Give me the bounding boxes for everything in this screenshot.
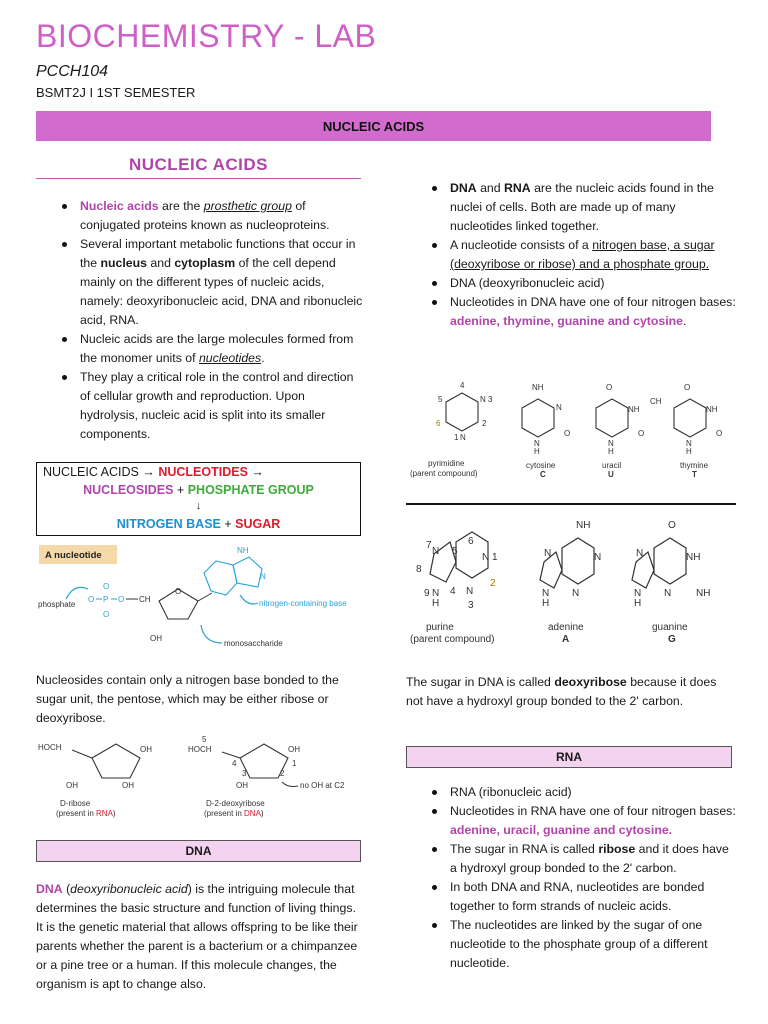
svg-text:1: 1 (454, 433, 459, 442)
svg-text:uracil: uracil (602, 461, 622, 470)
list-item: Nucleotides in RNA have one of four nitrogen bases: adenine, uracil, guanine and cytosine. (406, 802, 736, 840)
svg-text:N: N (432, 588, 440, 599)
list-item: RNA (ribonucleic acid) (406, 783, 736, 802)
uracil-ring (596, 399, 628, 437)
svg-text:4: 4 (232, 759, 237, 768)
list-item: A nucleotide consists of a nitrogen base, a sugar (deoxyribose or ribose) and a phosphate group. (406, 236, 736, 274)
list-item: DNA (deoxyribonucleic acid) (406, 274, 736, 293)
list-item: They play a critical role in the control and direction of cellular growth and reproduction. Upon hydrolysis, nucleic acid is split into its smaller components. (36, 368, 366, 444)
sugar-pointer (201, 625, 222, 643)
phosphate-label: phosphate (38, 600, 76, 609)
svg-text:N: N (544, 548, 552, 559)
svg-text:C: C (540, 470, 546, 479)
list-item: DNA and RNA are the nucleic acids found in the nuclei of cells. Both are made up of many nucleotides linked together. (406, 179, 736, 236)
svg-text:H: H (608, 447, 614, 456)
phosphate-pointer (66, 587, 88, 599)
svg-text:O: O (716, 429, 723, 438)
svg-text:N: N (534, 439, 540, 448)
deoxyribose-name: D-2-deoxyribose (206, 799, 265, 808)
svg-text:NH: NH (686, 552, 701, 563)
svg-text:N: N (432, 546, 440, 557)
base-ring (204, 561, 237, 595)
svg-text:5: 5 (202, 736, 207, 744)
svg-text:2: 2 (280, 769, 285, 778)
svg-text:N: N (594, 552, 602, 563)
svg-text:N: N (460, 433, 466, 442)
svg-text:OH: OH (140, 745, 152, 754)
svg-text:purine: purine (426, 622, 454, 633)
sugar-paragraph: The sugar in DNA is called deoxyribose because it does not have a hydroxyl group bonded to the 2' carbon. (406, 675, 717, 708)
svg-text:O: O (118, 595, 125, 604)
svg-text:5: 5 (452, 546, 458, 557)
hierarchy-box: NUCLEIC ACIDS → NUCLEOTIDES → NUCLEOSIDES + PHOSPHATE GROUP ↓ NITROGEN BASE + SUGAR (36, 462, 361, 536)
ribose-diagram (36, 736, 366, 822)
nucleotide-tag: A nucleotide (45, 550, 102, 561)
ribose-present: (present in RNA) (56, 809, 116, 818)
svg-text:N: N (482, 552, 490, 563)
svg-text:(parent compound): (parent compound) (410, 469, 478, 478)
base-label: nitrogen-containing base (259, 599, 347, 608)
dna-subheading: DNA (36, 840, 361, 862)
svg-text:O: O (88, 595, 95, 604)
pyrimidine-ring (446, 393, 478, 431)
svg-text:N: N (608, 439, 614, 448)
list-item: Nucleic acids are the large molecules formed from the monomer units of nucleotides. (36, 330, 366, 368)
nucleoside-paragraph: Nucleosides contain only a nitrogen base bonded to the sugar unit, the pentose, which may be either ribose or deoxyribose. (36, 673, 339, 725)
phosphate-group (88, 582, 124, 619)
left-heading: NUCLEIC ACIDS (128, 155, 269, 174)
svg-text:3: 3 (468, 600, 474, 611)
ribose-ring (92, 744, 140, 778)
left-bullets (36, 197, 366, 444)
ribose-name: D-ribose (60, 799, 91, 808)
svg-text:NH: NH (532, 383, 544, 392)
svg-text:9: 9 (424, 588, 430, 599)
svg-text:OH: OH (288, 745, 300, 754)
right-bullets (406, 179, 736, 331)
svg-text:H: H (686, 447, 692, 456)
svg-text:H: H (432, 598, 440, 609)
rna-subheading: RNA (406, 746, 732, 768)
list-item: Nucleotides in DNA have one of four nitrogen bases: adenine, thymine, guanine and cytosine. (406, 293, 736, 331)
svg-text:2: 2 (490, 578, 496, 589)
no-oh-note: no OH at C2 (300, 781, 345, 790)
svg-text:H: H (542, 598, 550, 609)
svg-text:1: 1 (292, 759, 297, 768)
divider (406, 503, 736, 505)
svg-text:1: 1 (492, 552, 498, 563)
svg-text:NH: NH (696, 588, 711, 599)
svg-text:HOCH: HOCH (38, 743, 62, 752)
svg-text:HOCH: HOCH (188, 745, 212, 754)
thymine-ring (674, 399, 706, 437)
list-item: The sugar in RNA is called ribose and it does have a hydroxyl group bonded to the 2' carbon. (406, 840, 736, 878)
svg-text:A: A (562, 634, 570, 645)
svg-text:N: N (260, 572, 266, 581)
list-item: Several important metabolic functions that occur in the nucleus and cytoplasm of the cell depend mainly on the different types of nucleic acids, namely: deoxyribonucleic acid, DNA and ribonucleic acid, RNA. (36, 235, 366, 330)
deoxyribose-present: (present in DNA) (204, 809, 264, 818)
svg-text:O: O (606, 383, 613, 392)
svg-text:7: 7 (426, 540, 432, 551)
pyrimidine-diagram (406, 378, 736, 482)
svg-text:T: T (692, 470, 697, 479)
svg-text:NH: NH (628, 405, 640, 414)
svg-text:3: 3 (242, 769, 247, 778)
svg-text:5: 5 (438, 395, 443, 404)
svg-text:N: N (636, 548, 644, 559)
svg-text:N: N (664, 588, 672, 599)
topic-banner (36, 111, 711, 141)
svg-text:8: 8 (416, 564, 422, 575)
svg-text:thymine: thymine (680, 461, 709, 470)
svg-text:(parent compound): (parent compound) (410, 634, 495, 645)
svg-text:NH: NH (237, 546, 249, 555)
svg-text:O: O (103, 582, 110, 591)
svg-text:2: 2 (482, 419, 487, 428)
adenine-ring (562, 538, 594, 584)
svg-text:3: 3 (488, 395, 493, 404)
svg-text:OH: OH (150, 634, 162, 643)
svg-text:O: O (175, 587, 182, 596)
svg-text:NH: NH (706, 405, 718, 414)
svg-text:N: N (542, 588, 550, 599)
svg-text:H: H (534, 447, 540, 456)
banner-label: NUCLEIC ACIDS (322, 118, 425, 134)
svg-text:4: 4 (450, 586, 456, 597)
svg-text:N: N (572, 588, 580, 599)
svg-text:N: N (466, 586, 474, 597)
svg-text:G: G (668, 634, 676, 645)
svg-text:adenine: adenine (548, 622, 584, 633)
svg-text:NH: NH (576, 520, 591, 531)
course-code: PCCH104 (36, 63, 109, 80)
list-item: The nucleotides are linked by the sugar of one nucleotide to the phosphate group of a different nucleotide. (406, 916, 736, 973)
page-title: BIOCHEMISTRY - LAB (36, 18, 377, 54)
purine-diagram (406, 512, 736, 652)
guanine-ring (654, 538, 686, 584)
svg-text:OH: OH (236, 781, 248, 790)
svg-text:6: 6 (468, 536, 474, 547)
list-item: Nucleic acids are the prosthetic group of conjugated proteins known as nucleoproteins. (36, 197, 366, 235)
rna-bullets (406, 783, 736, 973)
base-pointer (240, 595, 258, 604)
svg-text:N: N (480, 395, 486, 404)
svg-text:pyrimidine: pyrimidine (428, 459, 465, 468)
svg-text:cytosine: cytosine (526, 461, 556, 470)
section-line: BSMT2J I 1ST SEMESTER (36, 85, 196, 100)
svg-text:CH: CH (139, 595, 151, 604)
svg-text:N: N (556, 403, 562, 412)
cytosine-ring (522, 399, 554, 437)
list-item: In both DNA and RNA, nucleotides are bonded together to form strands of nucleic acids. (406, 878, 736, 916)
svg-text:OH: OH (122, 781, 134, 790)
svg-text:6: 6 (436, 419, 441, 428)
sugar-label: monosaccharide (224, 639, 283, 648)
svg-text:N: N (634, 588, 642, 599)
dna-paragraph: DNA (deoxyribonucleic acid) is the intriguing molecule that determines the basic structure and function of living things. It is the genetic material that allows offspring to be like their parents whether the parent is a bacterium or a chimpanzee or a pine tree or a human. If this molecule changes, the organism is apt to change also. (36, 882, 358, 991)
svg-text:CH: CH (650, 397, 662, 406)
svg-text:H: H (634, 598, 642, 609)
svg-text:O: O (564, 429, 571, 438)
svg-text:O: O (684, 383, 691, 392)
svg-text:O: O (103, 610, 110, 619)
svg-text:N: N (686, 439, 692, 448)
svg-text:OH: OH (66, 781, 78, 790)
svg-text:O: O (638, 429, 645, 438)
svg-text:U: U (608, 470, 614, 479)
svg-text:O: O (668, 520, 676, 531)
svg-text:4: 4 (460, 381, 465, 390)
svg-text:guanine: guanine (652, 622, 688, 633)
heading-rule (36, 178, 361, 179)
nucleotide-diagram (36, 543, 361, 655)
svg-text:P: P (103, 595, 109, 604)
